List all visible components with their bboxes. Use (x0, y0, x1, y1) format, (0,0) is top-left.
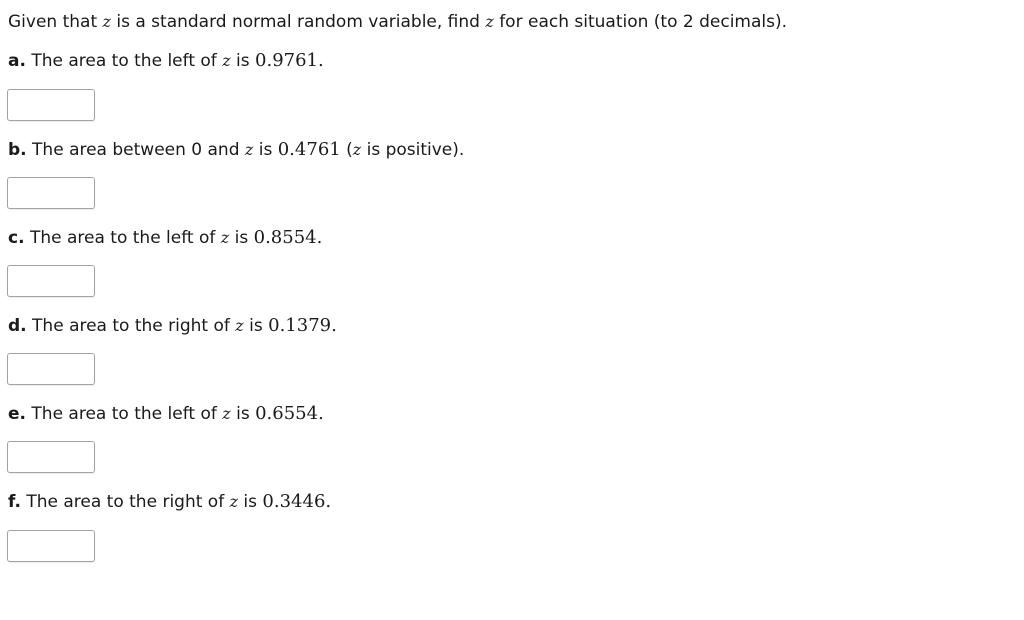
question-text: The area to the right of (26, 316, 236, 336)
variable-z: z (244, 140, 254, 159)
question-c (8, 227, 322, 249)
answer-input-c[interactable] (7, 265, 95, 297)
question-label: f. (8, 492, 21, 512)
question-label: b. (8, 140, 27, 160)
question-b (8, 139, 464, 161)
problem-intro (8, 11, 787, 33)
area-value: 0.6554 (255, 403, 319, 424)
variable-z: z (235, 316, 244, 335)
question-text: . (318, 403, 324, 424)
question-text: is (230, 404, 256, 424)
question-label: e. (8, 404, 26, 424)
area-value: 0.4761 (277, 139, 341, 160)
question-text: . (325, 491, 332, 512)
answer-input-b[interactable] (7, 177, 95, 209)
question-f (8, 491, 331, 513)
question-text: . (318, 50, 324, 71)
question-text: The area to the left of (25, 51, 223, 71)
variable-z: z (222, 404, 231, 423)
question-e (8, 403, 324, 425)
question-text: ( (340, 140, 353, 160)
question-text: . (331, 315, 337, 336)
answer-input-a[interactable] (7, 89, 95, 121)
question-d (8, 315, 337, 337)
intro-text-end: for each situation (to 2 decimals). (493, 12, 788, 32)
variable-z: z (229, 492, 239, 511)
area-value: 0.3446 (262, 491, 326, 512)
question-text: is positive). (361, 140, 465, 160)
intro-text-middle: is a standard normal random variable, find (110, 12, 486, 32)
question-label: c. (8, 228, 25, 248)
answer-input-e[interactable] (7, 441, 95, 473)
question-label: d. (8, 316, 27, 336)
question-label: a. (8, 51, 26, 71)
area-value: 0.8554 (253, 227, 317, 248)
variable-z: z (222, 51, 231, 70)
question-a (8, 50, 324, 72)
question-text: The area to the right of (20, 492, 230, 512)
variable-z: z (485, 12, 494, 31)
question-text: is (238, 492, 263, 512)
question-text: The area to the left of (26, 404, 223, 424)
question-text: is (229, 228, 254, 248)
question-text: is (230, 51, 256, 71)
variable-z: z (220, 228, 230, 247)
area-value: 0.9761 (255, 50, 318, 71)
question-text: The area to the left of (24, 228, 221, 248)
variable-z: z (352, 140, 362, 159)
intro-text-before: Given that (8, 12, 103, 32)
question-text: is (253, 140, 278, 160)
answer-input-f[interactable] (7, 530, 95, 562)
question-text: The area between 0 and (26, 140, 245, 160)
question-text: . (316, 227, 323, 248)
question-text: is (243, 316, 269, 336)
area-value: 0.1379 (268, 315, 332, 336)
answer-input-d[interactable] (7, 353, 95, 385)
variable-z: z (102, 12, 111, 31)
